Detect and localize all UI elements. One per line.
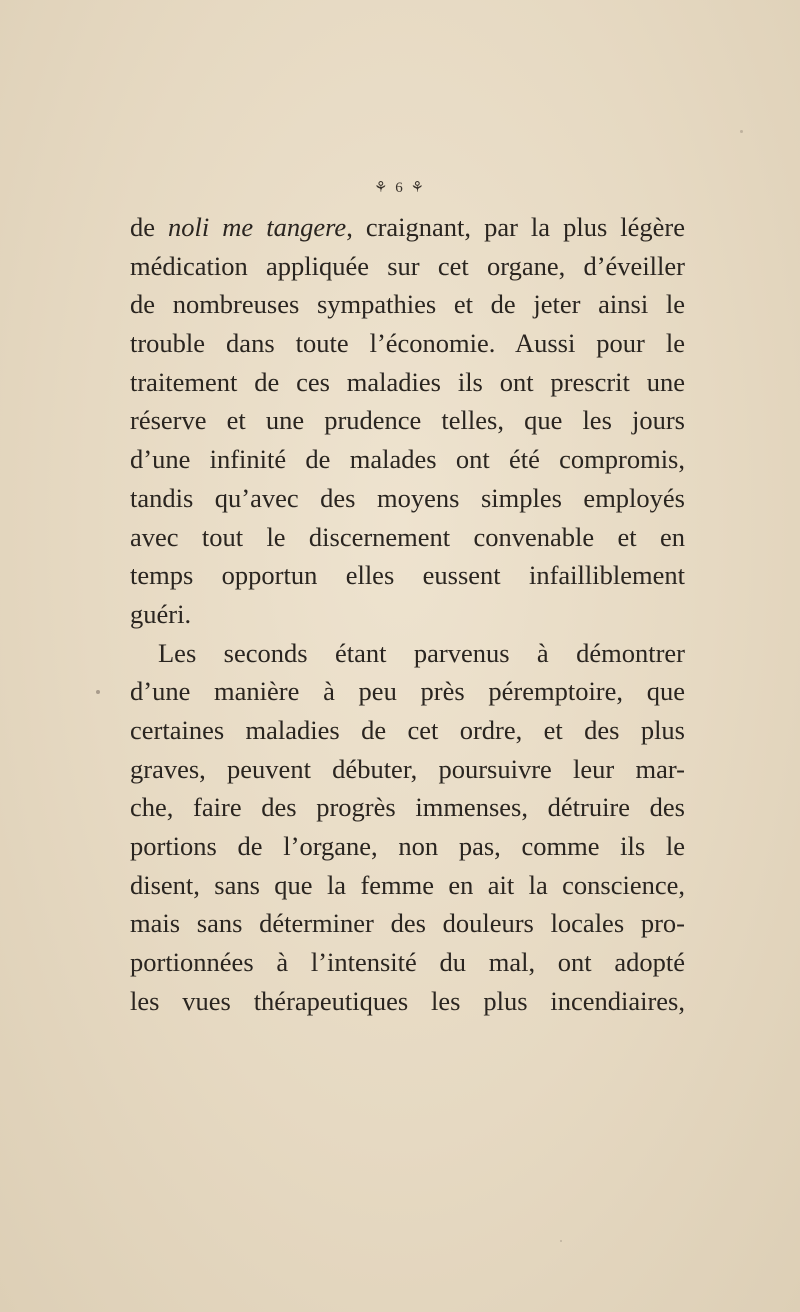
text-line-15: graves, peuvent débuter, poursuivre leur mar- bbox=[130, 753, 685, 784]
text-line-9: avec tout le discernement convenable et en bbox=[130, 521, 685, 552]
text-line-17: portions de l’organe, non pas, comme ils le bbox=[130, 831, 685, 861]
text-line-8: tandis qu’avec des moyens simples employés bbox=[130, 482, 685, 513]
paper-speck bbox=[560, 1240, 562, 1242]
text-line-14: certaines maladies de cet ordre, et des plus bbox=[130, 714, 685, 745]
paper-speck bbox=[740, 130, 743, 133]
body-text bbox=[130, 208, 685, 1020]
text-line-10: temps opportun elles eussent infailliblement bbox=[130, 560, 685, 591]
text-line-20: portionnées à l’intensité du mal, ont adopté bbox=[130, 947, 685, 978]
text-line-21: les vues thérapeutiques les plus incendiaires, bbox=[130, 985, 685, 1016]
text-line-18: disent, sans que la femme en ait la conscience, bbox=[130, 869, 685, 900]
text-line-19: mais sans déterminer des douleurs locales pro- bbox=[130, 908, 685, 939]
text-line-6: réserve et une prudence telles, que les jours bbox=[130, 405, 685, 436]
italic-phrase: noli me tangere bbox=[168, 212, 347, 242]
text-line-4: trouble dans toute l’économie. Aussi pour le bbox=[130, 328, 685, 359]
page-number: 6 bbox=[395, 180, 405, 196]
ornament-right-icon: ⚘ bbox=[410, 180, 426, 196]
text-line-16: che, faire des progrès immenses, détruire des bbox=[130, 792, 685, 823]
text-line-5: traitement de ces maladies ils ont prescrit une bbox=[130, 366, 685, 397]
text-line-7: d’une infinité de malades ont été compromis, bbox=[130, 444, 685, 475]
text-line-3: de nombreuses sympathies et de jeter ainsi le bbox=[130, 289, 685, 320]
text-line-11: guéri. bbox=[130, 598, 192, 629]
text-line-13: d’une manière à peu près péremptoire, que bbox=[130, 676, 685, 707]
paper-speck bbox=[96, 690, 100, 694]
text-line-12: Les seconds étant parvenus à démontrer bbox=[158, 637, 685, 668]
text-line-1-pre: de bbox=[130, 212, 169, 242]
page-number-header bbox=[0, 178, 800, 197]
text-line-1-post: , craignant, par la plus légère bbox=[346, 212, 685, 242]
ornament-left-icon: ⚘ bbox=[374, 180, 390, 196]
text-line-2: médication appliquée sur cet organe, d’éveiller bbox=[130, 250, 685, 281]
text-line-1 bbox=[130, 208, 685, 247]
